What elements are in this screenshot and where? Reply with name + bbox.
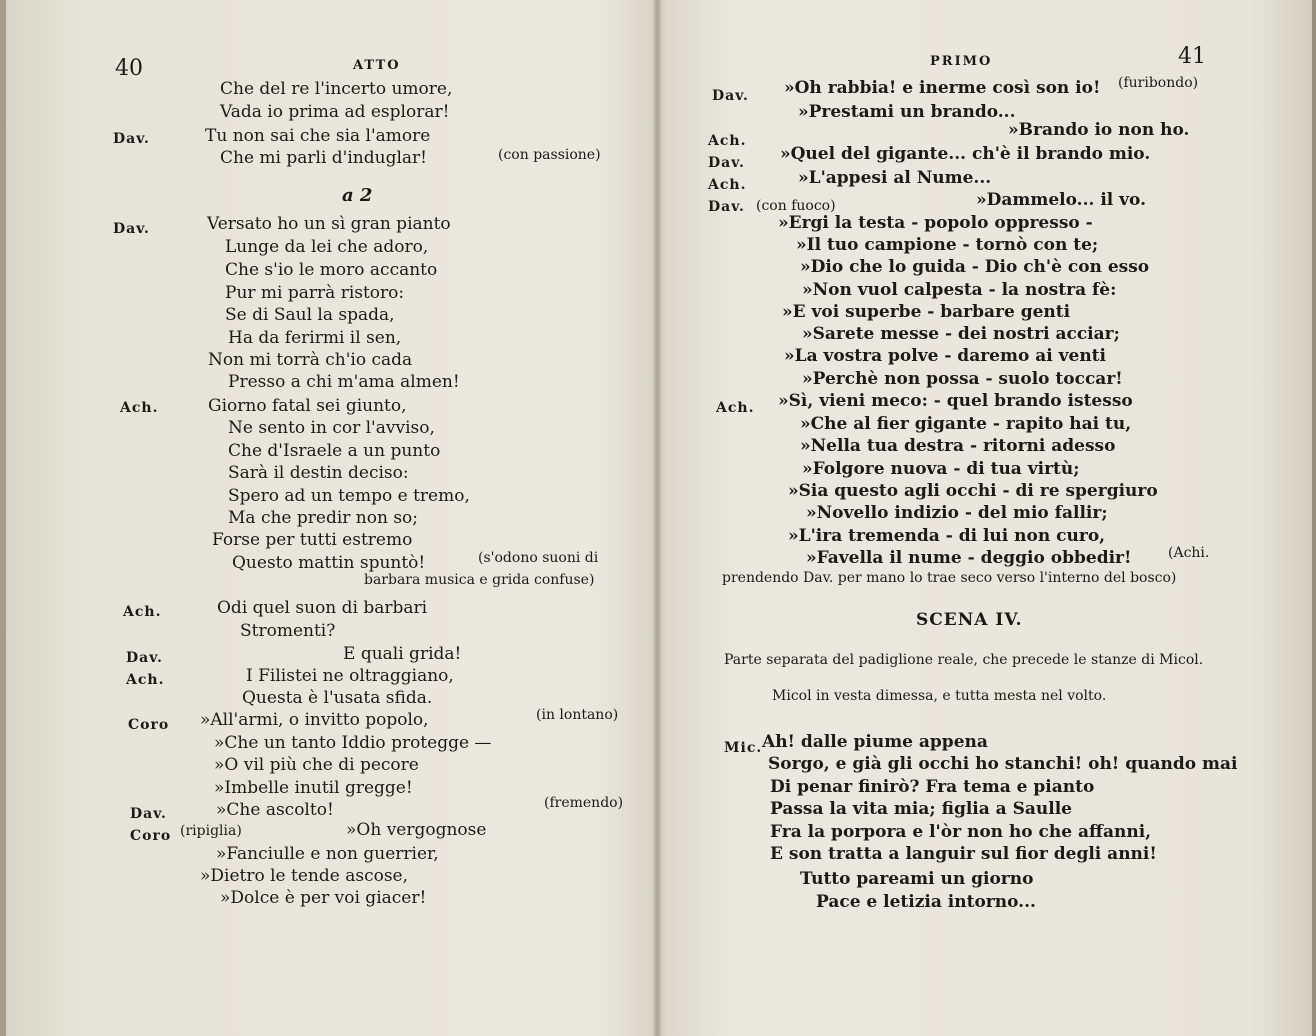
verse-line: »Che ascolto! [216,800,334,820]
speaker-label: Dav. [113,131,150,147]
verse-line: »Che un tanto Iddio protegge — [214,733,492,753]
right-page [660,0,1316,1036]
verse-line: Questa è l'usata sfida. [242,688,433,708]
verse-line: Lunge da lei che adoro, [225,237,429,257]
stage-direction: barbara musica e grida confuse) [364,572,595,588]
verse-line: »Che al fier gigante - rapito hai tu, [800,414,1132,434]
verse-line: »O vil più che di pecore [214,755,419,775]
verse-line: »Oh rabbia! e inerme così son io! [784,78,1101,98]
verse-line: »Dammelo... il vo. [976,190,1147,210]
verse-line: Versato ho un sì gran pianto [207,214,451,234]
verse-line: E quali grida! [343,644,462,664]
verse-line: »Il tuo campione - tornò con te; [796,235,1099,255]
verse-line: Ha da ferirmi il sen, [228,328,402,348]
running-head-left: ATTO [353,58,401,73]
stage-direction: (Achi. [1168,545,1210,561]
verse-line: E son tratta a languir sul fior degli anni! [770,844,1157,864]
verse-line: »E voi superbe - barbare genti [782,302,1071,322]
speaker-label: Dav. [708,155,745,171]
speaker-label: Ach. [708,133,747,149]
speaker-label: Mic. [724,740,763,756]
verse-line: Che d'Israele a un punto [228,441,441,461]
verse-line: »Dietro le tende ascose, [200,866,409,886]
verse-line: »Dio che lo guida - Dio ch'è con esso [800,257,1150,277]
speaker-label: Dav. [113,221,150,237]
verse-line: Pace e letizia intorno... [816,892,1036,912]
verse-line: Che del re l'incerto umore, [220,79,453,99]
verse-line: Forse per tutti estremo [212,530,413,550]
verse-line: »All'armi, o invitto popolo, [200,710,429,730]
verse-line: Spero ad un tempo e tremo, [228,486,470,506]
verse-line: »Quel del gigante... ch'è il brando mio. [780,144,1151,164]
verse-line: Pur mi parrà ristoro: [225,283,405,303]
speaker-label: Coro [130,828,172,844]
verse-line: Se di Saul la spada, [225,305,395,325]
verse-line: »Folgore nuova - di tua virtù; [802,459,1080,479]
verse-line: Che mi parli d'induglar! [220,148,427,168]
stage-direction: prendendo Dav. per mano lo trae seco verso l'interno del bosco) [722,570,1177,586]
verse-line: »Perchè non possa - suolo toccar! [802,369,1123,389]
verse-line: Odi quel suon di barbari [217,598,428,618]
verse-line: Tutto pareami un giorno [800,869,1034,889]
verse-line: »Novello indizio - del mio fallir; [806,503,1108,523]
verse-line: »Oh vergognose [346,820,487,840]
verse-line: Ma che predir non so; [228,508,419,528]
verse-line: Non mi torrà ch'io cada [208,350,413,370]
stage-direction: (con passione) [498,147,601,163]
page-number-left: 40 [115,56,143,81]
speaker-label: Dav. [126,650,163,666]
verse-line: Fra la porpora e l'òr non ho che affanni, [770,822,1152,842]
verse-line: I Filistei ne oltraggiano, [246,666,454,686]
running-head-right: PRIMO [930,54,993,69]
verse-line: »Nella tua destra - ritorni adesso [800,436,1116,456]
speaker-label: Ach. [716,400,755,416]
speaker-label: Ach. [708,177,747,193]
stage-direction: Parte separata del padiglione reale, che precede le stanze di Micol. [724,652,1204,668]
verse-line: Sorgo, e già gli occhi ho stanchi! oh! quando mai [768,754,1238,774]
left-page [0,0,655,1036]
speaker-label: Coro [128,717,170,733]
centered-marker: a 2 [342,185,373,206]
verse-line: »Brando io non ho. [1008,120,1190,140]
stage-direction: (ripiglia) [180,823,242,839]
verse-line: Ah! dalle piume appena [762,732,988,752]
verse-line: »La vostra polve - daremo ai venti [784,346,1106,366]
verse-line: Presso a chi m'ama almen! [228,372,460,392]
speaker-label: Ach. [123,604,162,620]
verse-line: Sarà il destin deciso: [228,463,409,483]
verse-line: Di penar finirò? Fra tema e pianto [770,777,1095,797]
speaker-label: Ach. [126,672,165,688]
verse-line: »Favella il nume - deggio obbedir! [806,548,1132,568]
verse-line: Passa la vita mia; figlia a Saulle [770,799,1072,819]
verse-line: »Sarete messe - dei nostri acciar; [802,324,1120,344]
stage-direction: (furibondo) [1118,75,1199,91]
verse-line: »Sia questo agli occhi - di re spergiuro [788,481,1158,501]
verse-line: Stromenti? [240,621,336,641]
stage-direction: (con fuoco) [756,198,836,214]
scene-title: SCENA IV. [916,610,1023,630]
speaker-label: Dav. [712,88,749,104]
stage-direction: (in lontano) [536,707,619,723]
verse-line: »Fanciulle e non guerrier, [216,844,439,864]
speaker-label: Dav. [708,199,745,215]
verse-line: »L'appesi al Nume... [798,168,992,188]
verse-line: Questo mattin spuntò! [232,553,426,573]
verse-line: Che s'io le moro accanto [225,260,438,280]
verse-line: Giorno fatal sei giunto, [208,396,407,416]
verse-line: Ne sento in cor l'avviso, [228,418,435,438]
verse-line: »Sì, vieni meco: - quel brando istesso [778,391,1133,411]
verse-line: »Ergi la testa - popolo oppresso - [778,213,1093,233]
verse-line: »Imbelle inutil gregge! [214,778,413,798]
speaker-label: Ach. [120,400,159,416]
verse-line: Tu non sai che sia l'amore [205,126,431,146]
page-number-right: 41 [1178,44,1206,69]
verse-line: »Prestami un brando... [798,102,1016,122]
verse-line: Vada io prima ad esplorar! [220,102,450,122]
verse-line: »Non vuol calpesta - la nostra fè: [802,280,1117,300]
speaker-label: Dav. [130,806,167,822]
verse-line: »Dolce è per voi giacer! [220,888,427,908]
verse-line: »L'ira tremenda - di lui non curo, [788,526,1106,546]
stage-direction: Micol in vesta dimessa, e tutta mesta nel volto. [772,688,1107,704]
stage-direction: (s'odono suoni di [478,550,599,566]
stage-direction: (fremendo) [544,795,624,811]
